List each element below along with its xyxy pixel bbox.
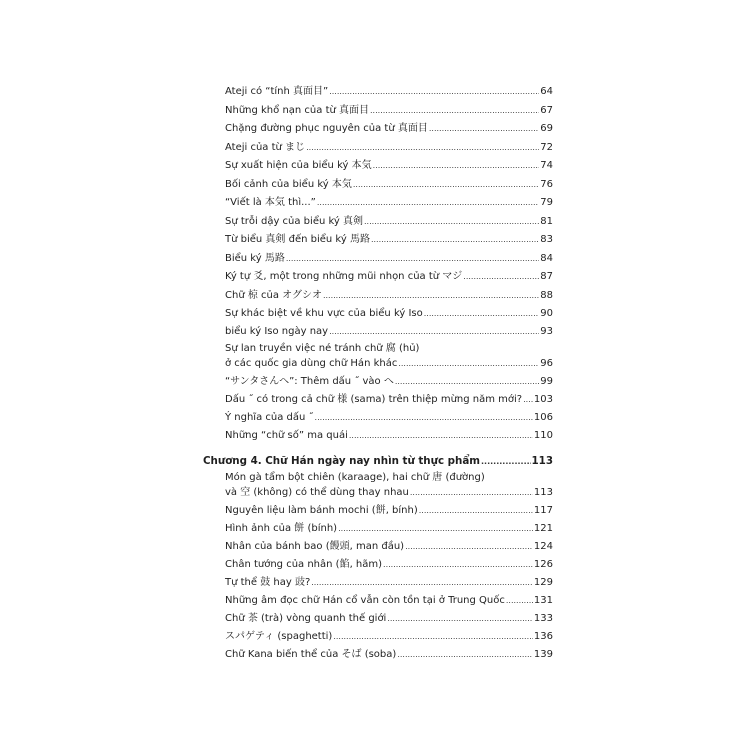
toc-leader-dots (338, 523, 533, 535)
toc-entry-title: Nhân của bánh bao (饅頭, man đầu) (225, 541, 405, 552)
toc-entry-title: Chữ 茶 (trà) vòng quanh thế giới (225, 613, 387, 624)
toc-entry-title: Chặng đường phục nguyên của từ 真面目 (225, 123, 428, 134)
toc-entry-title: Chữ 椋 của オグシオ (225, 290, 322, 301)
toc-entry-page: 93 (540, 326, 553, 337)
toc-entry (225, 271, 553, 283)
toc-leader-dots (364, 216, 539, 228)
toc-leader-dots (306, 142, 539, 154)
chapter-page: 113 (531, 455, 553, 467)
toc-entry-page: 139 (533, 649, 553, 660)
toc-leader-dots (424, 308, 540, 320)
toc-leader-dots (333, 631, 533, 643)
toc-leader-dots (323, 290, 539, 302)
toc-entry-page: 113 (533, 487, 553, 498)
toc-leader-dots (373, 160, 540, 172)
toc-entry (225, 430, 553, 442)
toc-entry (225, 142, 553, 154)
toc-entry-page: 72 (540, 142, 553, 153)
toc-entry (225, 123, 553, 135)
toc-leader-dots (383, 559, 533, 571)
toc-entry (225, 326, 553, 338)
toc-entry-page: 81 (540, 216, 553, 227)
toc-entry-title: Sự khác biệt về khu vực của biểu ký Iso (225, 308, 423, 319)
toc-entry (225, 216, 553, 228)
toc-entry-title: Ý nghĩa của dấu ˝ (225, 412, 314, 423)
toc-leader-dots (371, 234, 539, 246)
toc-entry-title: Sự trỗi dậy của biểu ký 真剣 (225, 216, 364, 227)
toc-leader-dots (481, 456, 530, 468)
toc-entry (225, 613, 553, 625)
toc-entry-title: Sự xuất hiện của biểu ký 本気 (225, 160, 372, 171)
chapter-title: Chương 4. Chữ Hán ngày nay nhìn từ thực phẩm (203, 455, 481, 467)
toc-entry-page: 67 (540, 105, 553, 116)
toc-entry-title: Ateji có “tính 真面目” (225, 86, 329, 97)
toc-entry-title: Những khổ nạn của từ 真面目 (225, 105, 370, 116)
toc-leader-dots (429, 123, 539, 135)
toc-leader-dots (315, 412, 533, 424)
toc-leader-dots (419, 505, 533, 517)
toc-entry-first-line: Sự lan truyền việc né tránh chữ 腐 (hủ) (225, 343, 420, 354)
toc-entry (225, 559, 553, 571)
toc-entry-title: Ký tự 爻, một trong những mũi nhọn của từ マジ (225, 271, 463, 282)
toc-leader-dots (329, 326, 539, 338)
toc-entry-title: Bối cảnh của biểu ký 本気 (225, 179, 352, 190)
toc-entry (225, 631, 553, 643)
toc-entry-title: và 空 (không) có thể dùng thay nhau (225, 487, 409, 498)
toc-entry-page: 88 (540, 290, 553, 301)
toc-entry-page: 76 (540, 179, 553, 190)
toc-entry-title: Những âm đọc chữ Hán cổ vẫn còn tồn tại ở Trung Quốc (225, 595, 505, 606)
toc-entry-title: Ateji của từ まじ (225, 142, 306, 153)
toc-entry (225, 179, 553, 191)
toc-leader-dots (523, 394, 533, 406)
toc-leader-dots (463, 271, 539, 283)
toc-leader-dots (387, 613, 533, 625)
toc-entry-page: 79 (540, 197, 553, 208)
toc-entry-title: Hình ảnh của 餅 (bính) (225, 523, 338, 534)
toc-leader-dots (395, 376, 539, 388)
toc-entry (225, 234, 553, 246)
toc-leader-dots (286, 253, 539, 265)
toc-entry-title: Tự thể 鼓 hay 豉? (225, 577, 311, 588)
toc-entry-page: 84 (540, 253, 553, 264)
toc-entry-title: Biểu ký 馬路 (225, 253, 285, 264)
toc-entry-page: 90 (540, 308, 553, 319)
toc-entry (225, 649, 553, 661)
toc-entry (225, 412, 553, 424)
toc-entry-title: “サンタさんへ”: Thêm dấu ˝ vào へ (225, 376, 394, 387)
toc-entry-page: 124 (533, 541, 553, 552)
toc-entry (225, 523, 553, 535)
toc-entry (225, 487, 553, 499)
toc-leader-dots (370, 105, 539, 117)
toc-entry-page: 126 (533, 559, 553, 570)
toc-entry-title: “Viết là 本気 thì...” (225, 197, 316, 208)
toc-entry-page: 129 (533, 577, 553, 588)
toc-entry (225, 197, 553, 209)
toc-entry-title: Dấu ˝ có trong cả chữ 様 (sama) trên thiệp mừng năm mới? (225, 394, 523, 405)
toc-entry (225, 86, 553, 98)
toc-entry-page: 133 (533, 613, 553, 624)
toc-entry-page: 110 (533, 430, 553, 441)
toc-leader-dots (329, 86, 539, 98)
toc-entry (225, 376, 553, 388)
toc-entry-page: 69 (540, 123, 553, 134)
toc-leader-dots (506, 595, 533, 607)
toc-entry (225, 160, 553, 172)
toc-entry-page: 64 (540, 86, 553, 97)
toc-entry (225, 541, 553, 553)
toc-entry-title: Nguyên liệu làm bánh mochi (餅, bính) (225, 505, 418, 516)
toc-entry-title: Chữ Kana biến thể của そば (soba) (225, 649, 397, 660)
toc-entry (225, 105, 553, 117)
toc-leader-dots (405, 541, 533, 553)
toc-entry (225, 308, 553, 320)
toc-entry-title: Chân tướng của nhân (餡, hãm) (225, 559, 383, 570)
toc-leader-dots (317, 197, 539, 209)
toc-entry-page: 83 (540, 234, 553, 245)
toc-entry (225, 358, 553, 370)
toc-entry-title: Những “chữ số” ma quái (225, 430, 348, 441)
toc-leader-dots (397, 649, 533, 661)
toc-entry-page: 131 (533, 595, 553, 606)
toc-entry-page: 99 (540, 376, 553, 387)
toc-entry-page: 103 (533, 394, 553, 405)
toc-entry-page: 87 (540, 271, 553, 282)
toc-leader-dots (349, 430, 533, 442)
toc-chapter-heading (203, 455, 553, 468)
toc-entry-page: 117 (533, 505, 553, 516)
toc-entry (225, 577, 553, 589)
toc-entry (225, 595, 553, 607)
toc-entry-title: ở các quốc gia dùng chữ Hán khác (225, 358, 398, 369)
toc-entry-page: 121 (533, 523, 553, 534)
toc-entry-page: 136 (533, 631, 553, 642)
toc-leader-dots (410, 487, 533, 499)
toc-entry-title: Từ biểu 真剣 đến biểu ký 馬路 (225, 234, 370, 245)
toc-entry (225, 394, 553, 406)
toc-leader-dots (353, 179, 539, 191)
toc-entry-title: biểu ký Iso ngày nay (225, 326, 329, 337)
toc-entry-page: 96 (540, 358, 553, 369)
toc-entry-title: スパゲティ (spaghetti) (225, 631, 333, 642)
toc-entry (225, 253, 553, 265)
toc-entry (225, 505, 553, 517)
toc-entry-page: 106 (533, 412, 553, 423)
toc-entry-page: 74 (540, 160, 553, 171)
toc-entry-first-line: Món gà tẩm bột chiên (karaage), hai chữ 唐 (đường) (225, 472, 485, 483)
toc-entry (225, 290, 553, 302)
toc-leader-dots (398, 358, 539, 370)
toc-leader-dots (311, 577, 533, 589)
